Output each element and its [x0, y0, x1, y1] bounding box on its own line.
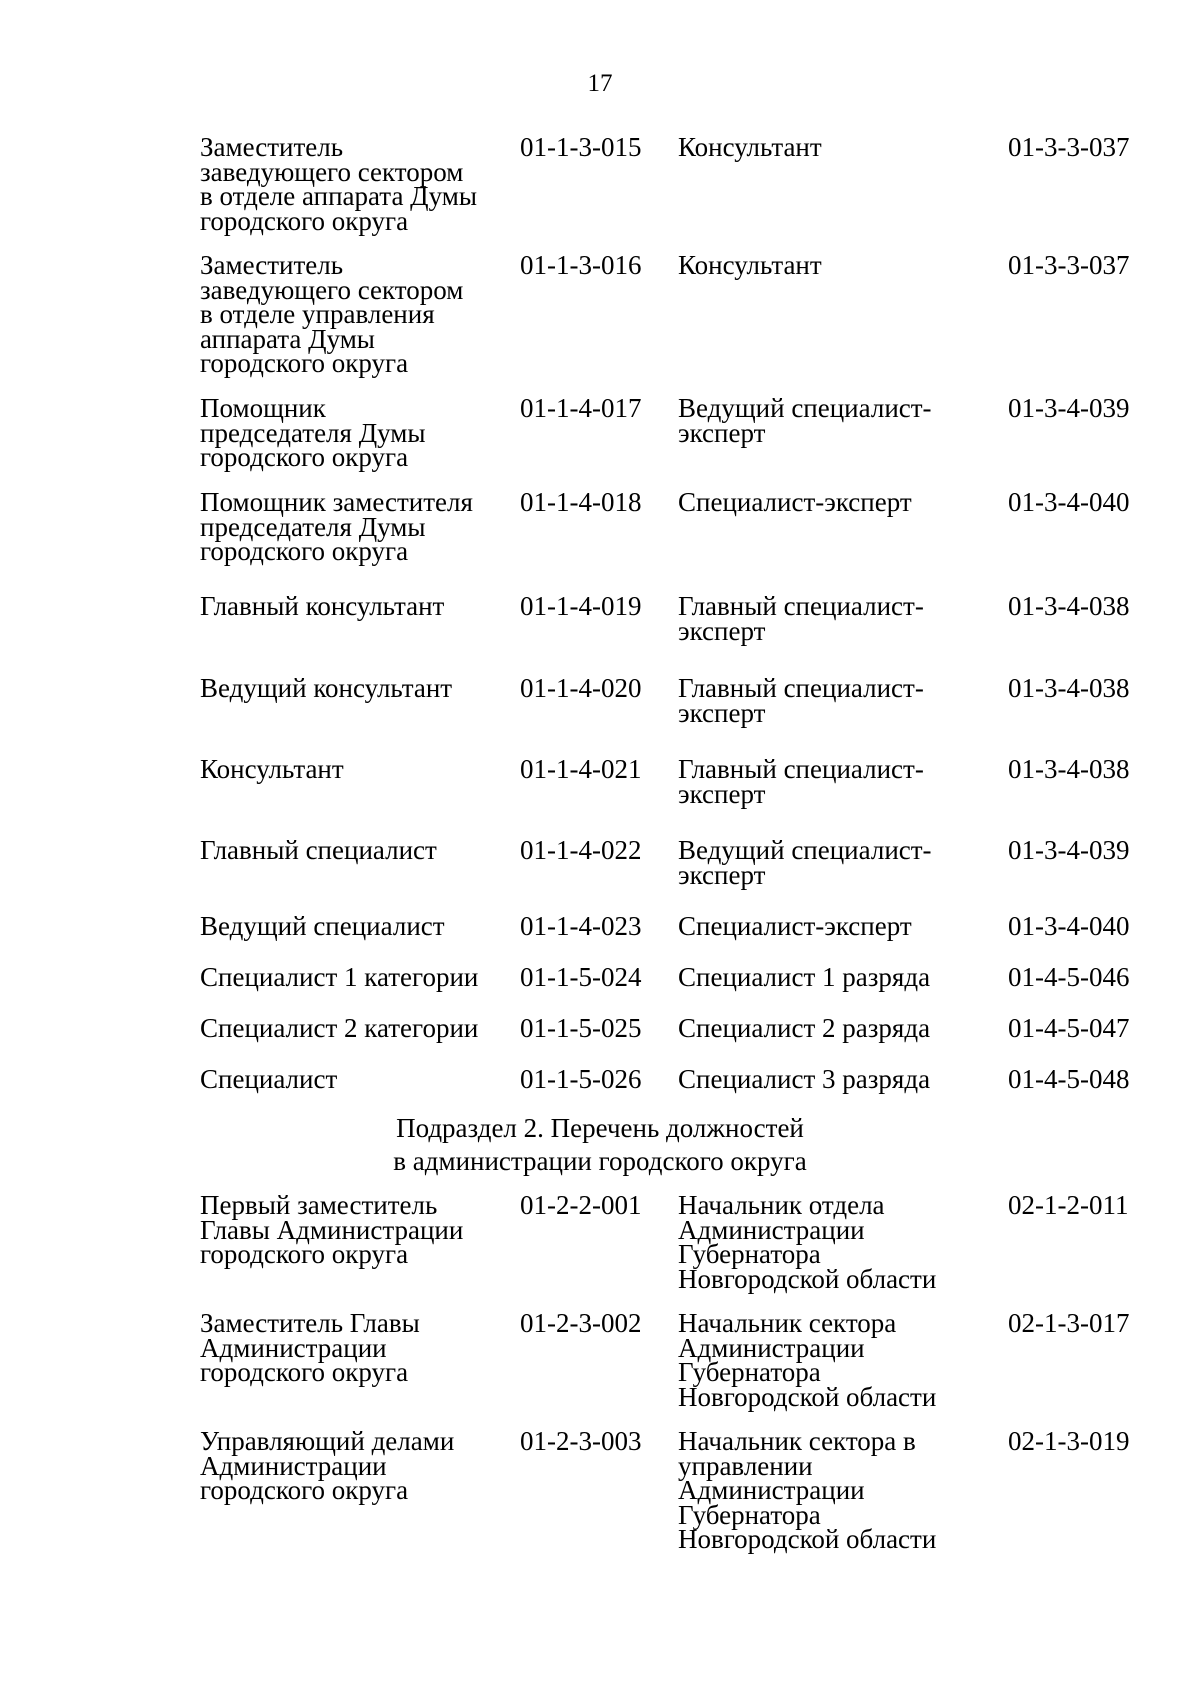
subsection-heading — [0, 1112, 1200, 1178]
table-row — [200, 1016, 1150, 1067]
regional-position-title: Ведущий специалист- эксперт — [678, 393, 932, 448]
municipal-position-code: 01-2-3-002 — [520, 1308, 642, 1338]
municipal-position-code: 01-1-4-018 — [520, 487, 642, 517]
regional-position-code: 01-3-4-040 — [1008, 911, 1130, 941]
table-row — [200, 965, 1150, 1016]
table-row — [200, 1429, 1150, 1554]
table-row — [200, 396, 1150, 490]
table-row — [200, 594, 1150, 676]
municipal-position-title: Ведущий консультант — [200, 673, 453, 703]
regional-position-code: 01-4-5-046 — [1008, 962, 1130, 992]
positions-table-administration — [200, 1190, 1150, 1554]
regional-position-code: 01-3-3-037 — [1008, 250, 1130, 280]
municipal-position-code: 01-1-4-020 — [520, 673, 642, 703]
municipal-position-code: 01-1-4-021 — [520, 754, 642, 784]
municipal-position-title: Заместитель Главы Администрации городского округа — [200, 1308, 420, 1387]
municipal-position-code: 01-1-5-025 — [520, 1013, 642, 1043]
page-number: 17 — [587, 70, 613, 97]
table-row — [200, 838, 1150, 914]
municipal-position-title: Главный консультант — [200, 591, 445, 621]
regional-position-code: 01-4-5-047 — [1008, 1013, 1130, 1043]
table-row — [200, 757, 1150, 838]
subsection-heading-line2: в администрации городского округа — [393, 1146, 807, 1176]
subsection-heading-line1: Подраздел 2. Перечень должностей — [396, 1113, 804, 1143]
municipal-position-code: 01-1-4-017 — [520, 393, 642, 423]
municipal-position-title: Ведущий специалист — [200, 911, 445, 941]
regional-position-title: Главный специалист- эксперт — [678, 591, 924, 646]
table-row — [200, 253, 1150, 396]
regional-position-title: Специалист 1 разряда — [678, 962, 931, 992]
municipal-position-code: 01-1-4-023 — [520, 911, 642, 941]
regional-position-code: 01-3-4-039 — [1008, 835, 1130, 865]
positions-table-duma — [200, 132, 1150, 1107]
municipal-position-code: 01-2-3-003 — [520, 1426, 642, 1456]
municipal-position-code: 01-1-4-022 — [520, 835, 642, 865]
municipal-position-title: Консультант — [200, 754, 344, 784]
municipal-position-title: Заместитель заведующего сектором в отделе аппарата Думы городского округа — [200, 132, 477, 236]
regional-position-title: Главный специалист- эксперт — [678, 673, 924, 728]
regional-position-title: Консультант — [678, 250, 822, 280]
table-row — [200, 1067, 1150, 1107]
table-row — [200, 676, 1150, 757]
municipal-position-code: 01-2-2-001 — [520, 1190, 642, 1220]
regional-position-title: Начальник сектора Администрации Губернатора Новгородской области — [678, 1308, 937, 1412]
regional-position-code: 01-3-4-038 — [1008, 754, 1130, 784]
regional-position-title: Консультант — [678, 132, 822, 162]
table-row — [200, 914, 1150, 965]
municipal-position-title: Заместитель заведующего сектором в отделе управления аппарата Думы городского округа — [200, 250, 464, 378]
regional-position-title: Главный специалист- эксперт — [678, 754, 924, 809]
municipal-position-title: Специалист 1 категории — [200, 962, 479, 992]
table-row — [200, 135, 1150, 253]
regional-position-title: Ведущий специалист- эксперт — [678, 835, 932, 890]
municipal-position-title: Помощник председателя Думы городского округа — [200, 393, 426, 472]
regional-position-code: 01-3-4-038 — [1008, 591, 1130, 621]
regional-position-title: Специалист-эксперт — [678, 487, 912, 517]
regional-position-title: Специалист 3 разряда — [678, 1064, 931, 1094]
municipal-position-title: Специалист — [200, 1064, 338, 1094]
regional-position-title: Начальник сектора в управлении Администрации Губернатора Новгородской области — [678, 1426, 937, 1554]
regional-position-title: Специалист-эксперт — [678, 911, 912, 941]
municipal-position-title: Специалист 2 категории — [200, 1013, 479, 1043]
municipal-position-title: Помощник заместителя председателя Думы городского округа — [200, 487, 473, 566]
table-row — [200, 1311, 1150, 1429]
table-row — [200, 490, 1150, 594]
regional-position-title: Специалист 2 разряда — [678, 1013, 931, 1043]
municipal-position-title: Первый заместитель Главы Администрации городского округа — [200, 1190, 464, 1269]
regional-position-code: 02-1-3-017 — [1008, 1308, 1130, 1338]
regional-position-code: 01-3-4-039 — [1008, 393, 1130, 423]
municipal-position-title: Главный специалист — [200, 835, 437, 865]
regional-position-code: 01-4-5-048 — [1008, 1064, 1130, 1094]
municipal-position-code: 01-1-3-015 — [520, 132, 642, 162]
regional-position-title: Начальник отдела Администрации Губернатора Новгородской области — [678, 1190, 937, 1294]
municipal-position-code: 01-1-5-024 — [520, 962, 642, 992]
regional-position-code: 01-3-4-040 — [1008, 487, 1130, 517]
municipal-position-title: Управляющий делами Администрации городского округа — [200, 1426, 455, 1505]
municipal-position-code: 01-1-5-026 — [520, 1064, 642, 1094]
regional-position-code: 01-3-3-037 — [1008, 132, 1130, 162]
regional-position-code: 01-3-4-038 — [1008, 673, 1130, 703]
regional-position-code: 02-1-2-011 — [1008, 1190, 1129, 1220]
regional-position-code: 02-1-3-019 — [1008, 1426, 1130, 1456]
municipal-position-code: 01-1-4-019 — [520, 591, 642, 621]
municipal-position-code: 01-1-3-016 — [520, 250, 642, 280]
table-row — [200, 1193, 1150, 1311]
